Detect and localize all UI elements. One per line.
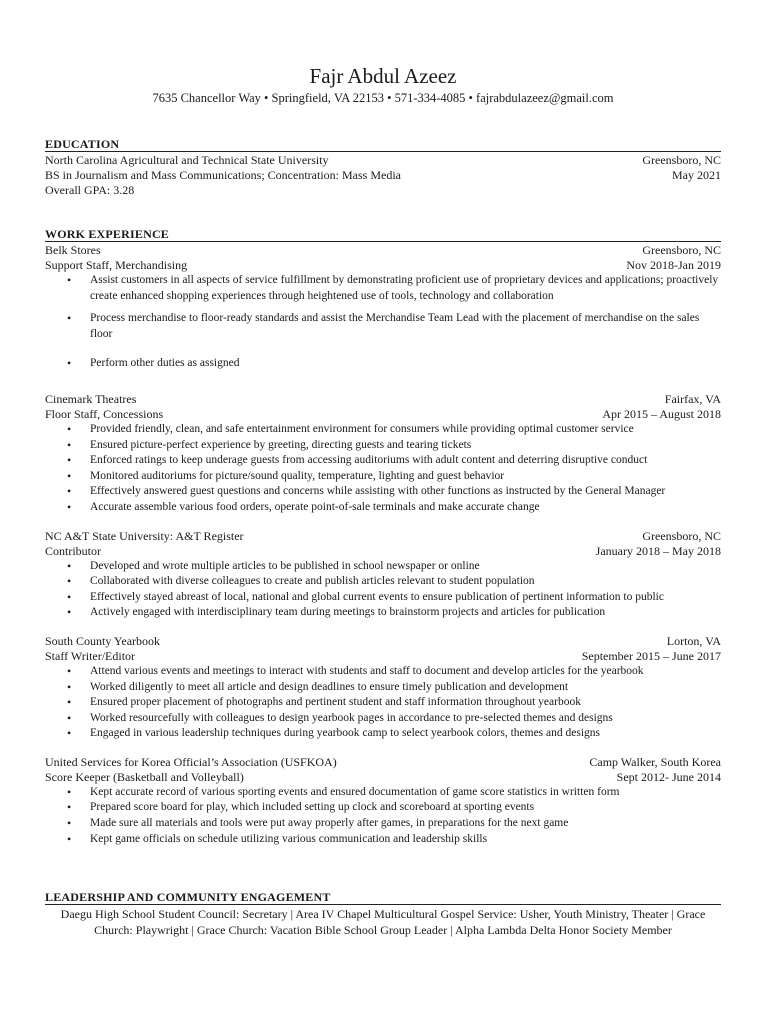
job-bullet: • Assist customers in all aspects of service fulfillment by demonstrating proficient use of proprietary devices and applications; proactively create enhanced shopping experiences through heightened use of tools, technology and collaboration xyxy=(45,273,721,304)
job-bullet: • Ensured proper placement of photographs and pertinent student and staff information throughout yearbook xyxy=(45,695,721,711)
job-bullet: • Effectively answered guest questions and concerns while assisting with other functions as instructed by the General Manager xyxy=(45,484,721,500)
job-bullet: • Actively engaged with interdisciplinary team during meetings to brainstorm projects and articles for publication xyxy=(45,605,721,621)
job-location: Camp Walker, South Korea xyxy=(589,754,721,769)
job-employer-row xyxy=(45,243,721,258)
degree: BS in Journalism and Mass Communications; Concentration: Mass Media xyxy=(45,168,401,182)
job-title: Score Keeper (Basketball and Volleyball) xyxy=(45,769,244,784)
job-entry xyxy=(45,634,721,742)
education-school-row xyxy=(45,153,721,168)
job-bullet: • Ensured picture-perfect experience by greeting, directing guests and tearing tickets xyxy=(45,438,721,454)
job-bullet: • Perform other duties as assigned xyxy=(45,356,721,372)
job-employer: Cinemark Theatres xyxy=(45,391,137,406)
job-employer: NC A&T State University: A&T Register xyxy=(45,528,244,543)
leadership-text: Daegu High School Student Council: Secretary | Area IV Chapel Multicultural Gospel Service: Usher, Youth Ministry, Theater | Grace Church: Playwright | Grace Church: Vacation Bible School Group Leader | Alpha Lambda Delta Honor Society Member xyxy=(60,907,706,937)
candidate-name: Fajr Abdul Azeez xyxy=(309,64,457,88)
job-bullet: • Accurate assemble various food orders, operate point-of-sale terminals and make accurate change xyxy=(45,500,721,516)
job-dates: Sept 2012- June 2014 xyxy=(616,769,721,784)
job-location: Greensboro, NC xyxy=(642,243,721,257)
work-section xyxy=(45,227,721,847)
job-bullets xyxy=(45,273,721,372)
job-bullet: • Collaborated with diverse colleagues to create and publish articles relevant to student population xyxy=(45,574,721,590)
school-location: Greensboro, NC xyxy=(642,153,721,167)
job-employer-row xyxy=(45,755,721,770)
job-title-row xyxy=(45,770,721,785)
job-title: Staff Writer/Editor xyxy=(45,648,136,663)
job-bullets xyxy=(45,559,721,621)
job-bullet: • Worked resourcefully with colleagues to design yearbook pages in accordance to pre-selected themes and designs xyxy=(45,711,721,727)
leadership-section xyxy=(45,890,721,938)
job-dates: Nov 2018-Jan 2019 xyxy=(626,258,721,272)
education-heading: EDUCATION xyxy=(45,137,721,152)
resume-page xyxy=(45,62,721,938)
job-bullet: • Engaged in various leadership techniques during yearbook camp to select yearbook colors, themes and designs xyxy=(45,726,721,742)
job-title-row xyxy=(45,258,721,273)
education-gpa-row xyxy=(45,183,721,198)
contact-line: 7635 Chancellor Way • Springfield, VA 22153 • 571-334-4085 • fajrabdulazeez@gmail.com xyxy=(152,91,614,105)
job-title-row xyxy=(45,649,721,664)
education-degree-row xyxy=(45,168,721,183)
job-title-row xyxy=(45,407,721,422)
job-employer-row xyxy=(45,392,721,407)
job-bullet: • Provided friendly, clean, and safe entertainment environment for consumers while providing optimal customer service xyxy=(45,422,721,438)
job-location: Lorton, VA xyxy=(666,633,721,648)
job-employer: South County Yearbook xyxy=(45,633,161,648)
school-name: North Carolina Agricultural and Technical State University xyxy=(45,153,329,167)
job-dates: January 2018 – May 2018 xyxy=(595,543,721,558)
job-bullet: • Made sure all materials and tools were put away properly after games, in preparations for the next game xyxy=(45,816,721,832)
education-section xyxy=(45,137,721,198)
gpa: Overall GPA: 3.28 xyxy=(45,183,135,197)
job-bullets xyxy=(45,664,721,742)
job-entry xyxy=(45,529,721,621)
job-bullet: • Effectively stayed abreast of local, national and global current events to ensure publication of pertinent information to public xyxy=(45,590,721,606)
job-title: Support Staff, Merchandising xyxy=(45,258,188,272)
job-bullet: • Kept accurate record of various sporting events and ensured documentation of game score statistics in written form xyxy=(45,785,721,801)
work-heading: WORK EXPERIENCE xyxy=(45,227,721,242)
job-dates: Apr 2015 – August 2018 xyxy=(602,406,721,421)
job-title: Contributor xyxy=(45,543,101,558)
job-title: Floor Staff, Concessions xyxy=(45,406,164,421)
leadership-heading: LEADERSHIP AND COMMUNITY ENGAGEMENT xyxy=(45,890,721,905)
job-entry xyxy=(45,755,721,847)
job-employer: United Services for Korea Official’s Association (USFKOA) xyxy=(45,754,337,769)
job-bullet: • Enforced ratings to keep underage guests from accessing auditoriums with adult content and deterring disruptive conduct xyxy=(45,453,721,469)
job-bullet: • Process merchandise to floor-ready standards and assist the Merchandise Team Lead with the placement of merchandise on the sales floor xyxy=(45,311,721,342)
job-employer: Belk Stores xyxy=(45,243,101,257)
job-dates: September 2015 – June 2017 xyxy=(581,648,721,663)
job-location: Greensboro, NC xyxy=(642,528,721,543)
job-employer-row xyxy=(45,529,721,544)
job-bullets xyxy=(45,422,721,516)
job-entry xyxy=(45,243,721,372)
job-bullet: • Kept game officials on schedule utilizing various communication and leadership skills xyxy=(45,832,721,848)
job-bullet: • Attend various events and meetings to interact with students and staff to document and develop articles for the yearbook xyxy=(45,664,721,680)
job-title-row xyxy=(45,544,721,559)
job-employer-row xyxy=(45,634,721,649)
job-entry xyxy=(45,392,721,516)
job-bullets xyxy=(45,785,721,847)
job-bullet: • Worked diligently to meet all article and design deadlines to ensure timely publication and development xyxy=(45,680,721,696)
graduation-date: May 2021 xyxy=(672,168,721,182)
job-bullet: • Developed and wrote multiple articles to be published in school newspaper or online xyxy=(45,559,721,575)
job-bullet: • Monitored auditoriums for picture/sound quality, temperature, lighting and guest behavior xyxy=(45,469,721,485)
job-location: Fairfax, VA xyxy=(664,391,721,406)
job-bullet: • Prepared score board for play, which included setting up clock and scoreboard at sporting events xyxy=(45,800,721,816)
